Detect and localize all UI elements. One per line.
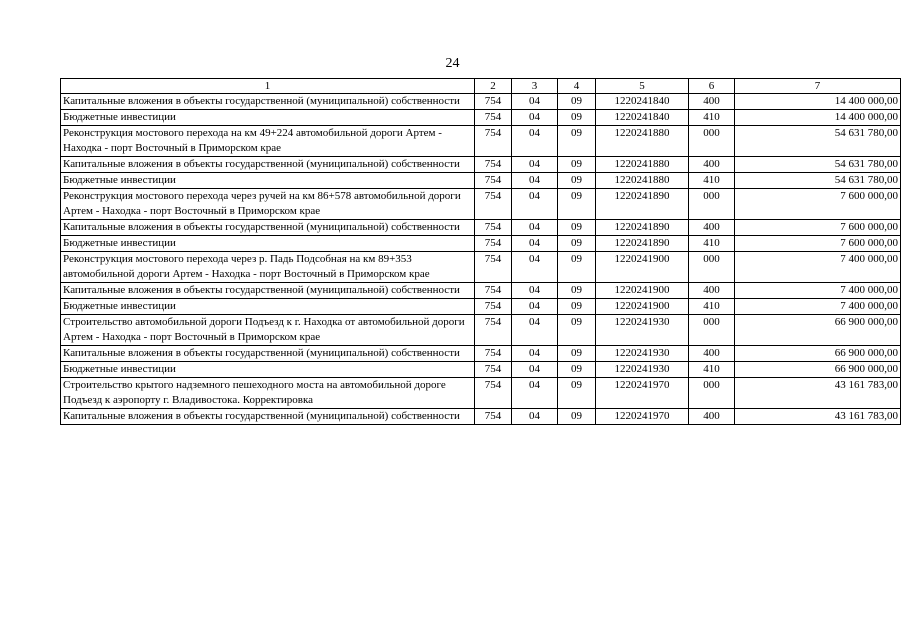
row-code-3-cell: 04 [512,236,558,252]
row-code-6-cell: 410 [689,173,735,189]
row-amount-cell: 54 631 780,00 [735,173,901,189]
header-cell-3: 3 [512,79,558,94]
header-cell-5: 5 [596,79,689,94]
row-code-5-cell: 1220241930 [596,315,689,346]
table-row [61,378,901,409]
row-code-2-cell: 754 [475,173,512,189]
row-code-6-cell: 000 [689,252,735,283]
row-code-6-cell: 400 [689,220,735,236]
row-code-3-cell: 04 [512,173,558,189]
row-amount-cell: 43 161 783,00 [735,409,901,425]
row-code-5-cell: 1220241890 [596,236,689,252]
row-amount-cell: 66 900 000,00 [735,346,901,362]
row-code-3-cell: 04 [512,315,558,346]
row-code-4-cell: 09 [558,173,596,189]
row-code-3-cell: 04 [512,299,558,315]
row-code-2-cell: 754 [475,346,512,362]
header-row [61,79,901,94]
row-code-6-cell: 400 [689,94,735,110]
row-code-4-cell: 09 [558,409,596,425]
row-code-4-cell: 09 [558,283,596,299]
row-amount-cell: 7 400 000,00 [735,252,901,283]
row-code-6-cell: 000 [689,126,735,157]
row-name-cell: Капитальные вложения в объекты государственной (муниципальной) собственности [61,283,475,299]
row-code-2-cell: 754 [475,126,512,157]
row-code-5-cell: 1220241900 [596,283,689,299]
row-code-2-cell: 754 [475,220,512,236]
row-code-6-cell: 400 [689,283,735,299]
table-row [61,409,901,425]
row-amount-cell: 7 600 000,00 [735,189,901,220]
row-code-6-cell: 410 [689,362,735,378]
row-amount-cell: 66 900 000,00 [735,362,901,378]
row-code-2-cell: 754 [475,378,512,409]
row-code-3-cell: 04 [512,362,558,378]
row-name-cell: Капитальные вложения в объекты государственной (муниципальной) собственности [61,157,475,173]
row-code-5-cell: 1220241970 [596,378,689,409]
table-row [61,236,901,252]
row-code-3-cell: 04 [512,110,558,126]
row-amount-cell: 66 900 000,00 [735,315,901,346]
row-code-4-cell: 09 [558,126,596,157]
table-row [61,362,901,378]
row-code-5-cell: 1220241890 [596,220,689,236]
row-code-6-cell: 000 [689,189,735,220]
row-code-3-cell: 04 [512,409,558,425]
row-code-3-cell: 04 [512,283,558,299]
row-code-6-cell: 400 [689,409,735,425]
row-code-6-cell: 410 [689,110,735,126]
row-code-2-cell: 754 [475,252,512,283]
row-amount-cell: 54 631 780,00 [735,126,901,157]
row-code-6-cell: 400 [689,346,735,362]
table-row [61,126,901,157]
row-name-cell: Строительство крытого надземного пешеходного моста на автомобильной дороге Подъезд к аэропорту г. Владивостока. Корректировка [61,378,475,409]
row-code-6-cell: 000 [689,378,735,409]
row-code-2-cell: 754 [475,110,512,126]
table-row [61,94,901,110]
table-row [61,315,901,346]
row-code-3-cell: 04 [512,94,558,110]
row-code-4-cell: 09 [558,94,596,110]
row-code-3-cell: 04 [512,346,558,362]
row-code-4-cell: 09 [558,236,596,252]
header-cell-7: 7 [735,79,901,94]
row-code-4-cell: 09 [558,189,596,220]
header-cell-1: 1 [61,79,475,94]
row-name-cell: Строительство автомобильной дороги Подъезд к г. Находка от автомобильной дороги Артем - Находка - порт Восточный в Приморском крае [61,315,475,346]
row-code-2-cell: 754 [475,94,512,110]
row-code-4-cell: 09 [558,299,596,315]
row-amount-cell: 14 400 000,00 [735,94,901,110]
row-name-cell: Капитальные вложения в объекты государственной (муниципальной) собственности [61,409,475,425]
row-name-cell: Капитальные вложения в объекты государственной (муниципальной) собственности [61,94,475,110]
row-name-cell: Реконструкция мостового перехода на км 49+224 автомобильной дороги Артем - Находка - порт Восточный в Приморском крае [61,126,475,157]
row-code-3-cell: 04 [512,378,558,409]
table-row [61,299,901,315]
row-amount-cell: 7 400 000,00 [735,283,901,299]
row-code-4-cell: 09 [558,315,596,346]
header-cell-4: 4 [558,79,596,94]
row-code-3-cell: 04 [512,252,558,283]
row-code-6-cell: 400 [689,157,735,173]
row-code-5-cell: 1220241880 [596,157,689,173]
row-code-2-cell: 754 [475,299,512,315]
row-code-2-cell: 754 [475,315,512,346]
row-code-5-cell: 1220241900 [596,252,689,283]
row-code-4-cell: 09 [558,157,596,173]
row-code-3-cell: 04 [512,157,558,173]
table-row [61,189,901,220]
table-row [61,110,901,126]
row-code-5-cell: 1220241930 [596,362,689,378]
row-amount-cell: 54 631 780,00 [735,157,901,173]
row-name-cell: Реконструкция мостового перехода через р. Падь Подсобная на км 89+353 автомобильной дороги Артем - Находка - порт Восточный в Приморском крае [61,252,475,283]
row-code-6-cell: 410 [689,299,735,315]
page-number: 24 [445,56,460,71]
table-row [61,283,901,299]
row-code-2-cell: 754 [475,409,512,425]
header-cell-2: 2 [475,79,512,94]
table-row [61,346,901,362]
table-body [61,94,901,425]
row-code-2-cell: 754 [475,157,512,173]
row-code-4-cell: 09 [558,346,596,362]
row-name-cell: Бюджетные инвестиции [61,236,475,252]
row-name-cell: Капитальные вложения в объекты государственной (муниципальной) собственности [61,346,475,362]
row-amount-cell: 14 400 000,00 [735,110,901,126]
row-code-3-cell: 04 [512,220,558,236]
budget-table [60,78,901,425]
header-cell-6: 6 [689,79,735,94]
row-code-3-cell: 04 [512,126,558,157]
row-code-4-cell: 09 [558,378,596,409]
row-code-4-cell: 09 [558,220,596,236]
row-code-5-cell: 1220241840 [596,110,689,126]
row-code-2-cell: 754 [475,236,512,252]
row-amount-cell: 7 600 000,00 [735,236,901,252]
row-name-cell: Бюджетные инвестиции [61,362,475,378]
row-code-5-cell: 1220241970 [596,409,689,425]
row-code-5-cell: 1220241890 [596,189,689,220]
row-code-5-cell: 1220241900 [596,299,689,315]
row-code-5-cell: 1220241880 [596,126,689,157]
row-code-5-cell: 1220241840 [596,94,689,110]
row-code-5-cell: 1220241880 [596,173,689,189]
row-code-6-cell: 410 [689,236,735,252]
row-code-4-cell: 09 [558,110,596,126]
row-name-cell: Капитальные вложения в объекты государственной (муниципальной) собственности [61,220,475,236]
table-row [61,157,901,173]
row-name-cell: Бюджетные инвестиции [61,173,475,189]
row-code-2-cell: 754 [475,189,512,220]
row-amount-cell: 7 400 000,00 [735,299,901,315]
table-row [61,220,901,236]
row-code-3-cell: 04 [512,189,558,220]
table-row [61,173,901,189]
row-code-6-cell: 000 [689,315,735,346]
table-row [61,252,901,283]
row-code-4-cell: 09 [558,252,596,283]
row-amount-cell: 43 161 783,00 [735,378,901,409]
row-amount-cell: 7 600 000,00 [735,220,901,236]
row-code-2-cell: 754 [475,362,512,378]
row-name-cell: Бюджетные инвестиции [61,299,475,315]
row-code-5-cell: 1220241930 [596,346,689,362]
row-code-4-cell: 09 [558,362,596,378]
row-code-2-cell: 754 [475,283,512,299]
row-name-cell: Бюджетные инвестиции [61,110,475,126]
row-name-cell: Реконструкция мостового перехода через ручей на км 86+578 автомобильной дороги Артем - Находка - порт Восточный в Приморском крае [61,189,475,220]
